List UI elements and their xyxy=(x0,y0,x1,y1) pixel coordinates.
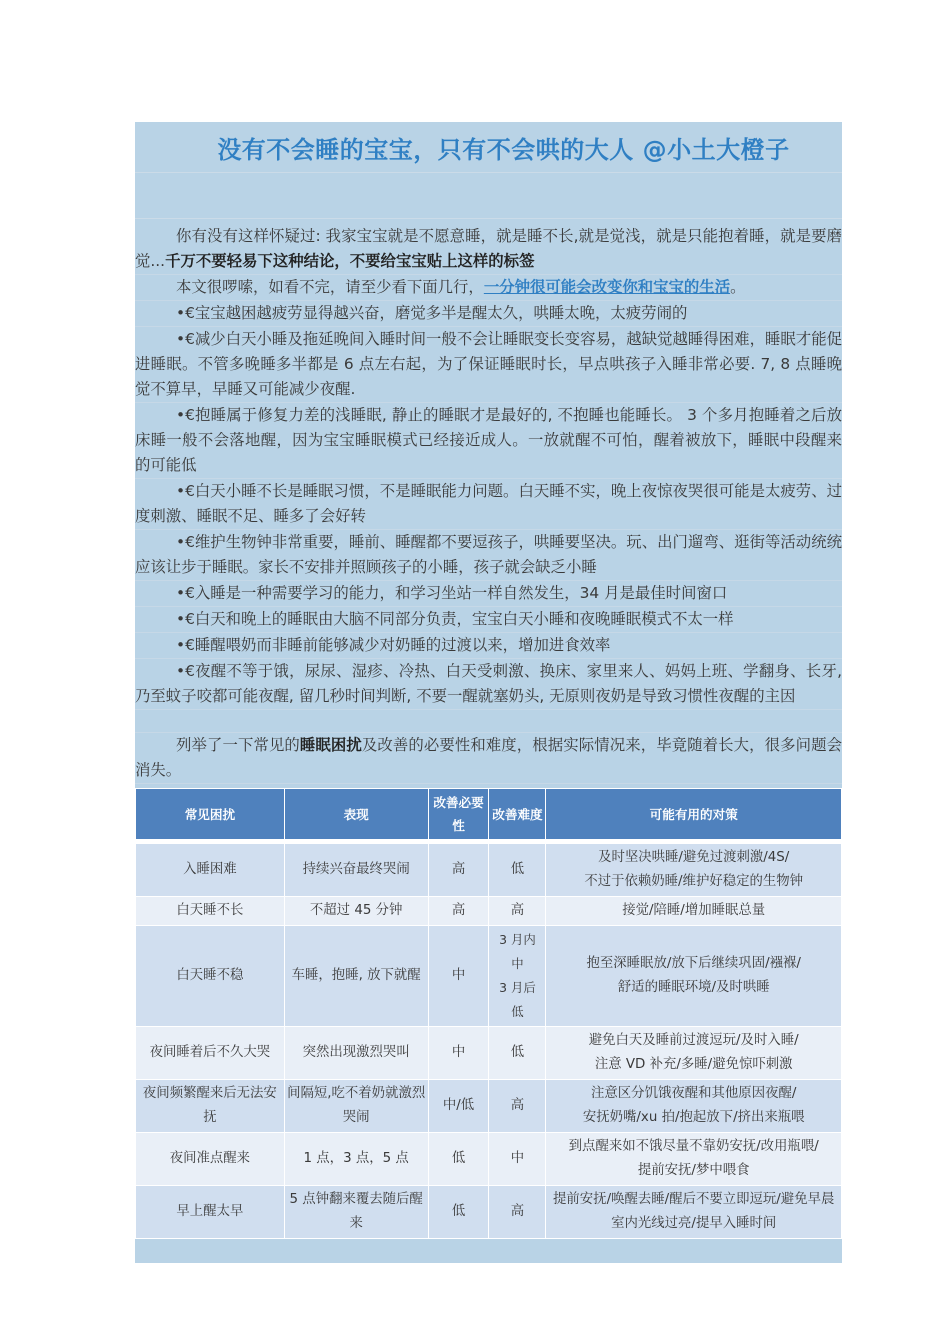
bullet-item: •€维护生物钟非常重要，睡前、睡醒都不要逗孩子，哄睡要坚决。玩、出门遛弯、逛街等活动统统应该让步于睡眠。家长不安排并照顾孩子的小睡，孩子就会缺乏小睡 xyxy=(135,530,842,581)
table-cell: 白天睡不稳 xyxy=(136,926,285,1027)
table-cell: 车睡，抱睡, 放下就醒 xyxy=(284,926,428,1027)
table-cell: 持续兴奋最终哭闹 xyxy=(284,844,428,897)
table-cell: 中 xyxy=(428,926,489,1027)
column-header: 改善难度 xyxy=(489,789,546,840)
intro-paragraph: 你有没有这样怀疑过: 我家宝宝就是不愿意睡，就是睡不长,就是觉浅，就是只能抱着睡，就是要磨觉...千万不要轻易下这种结论，不要给宝宝贴上这样的标签 xyxy=(135,224,842,275)
table-cell: 1 点，3 点，5 点 xyxy=(284,1133,428,1186)
table-cell: 高 xyxy=(489,897,546,926)
table-row xyxy=(136,1133,842,1186)
table-cell: 3 月内 中 3 月后 低 xyxy=(489,926,546,1027)
title-band xyxy=(135,122,842,173)
table-cell: 夜间准点醒来 xyxy=(136,1133,285,1186)
table-cell: 提前安抚/唤醒去睡/醒后不要立即逗玩/避免早晨室内光线过亮/提早入睡时间 xyxy=(546,1186,842,1239)
table-cell: 避免白天及睡前过渡逗玩/及时入睡/ 注意 VD 补充/多睡/避免惊吓刺激 xyxy=(546,1027,842,1080)
table-row xyxy=(136,1186,842,1239)
table-cell: 夜间睡着后不久大哭 xyxy=(136,1027,285,1080)
table-row xyxy=(136,844,842,897)
bullet-item: •€白天小睡不长是睡眠习惯，不是睡眠能力问题。白天睡不实，晚上夜惊夜哭很可能是太疲劳、过度刺激、睡眠不足、睡多了会好转 xyxy=(135,479,842,530)
highlight-link[interactable]: 一分钟很可能会改变你和宝宝的生活 xyxy=(483,278,731,296)
document-title: 没有不会睡的宝宝，只有不会哄的大人 @小土大橙子 xyxy=(217,135,790,164)
table-cell: 中 xyxy=(489,1133,546,1186)
table-cell: 高 xyxy=(428,844,489,897)
table-cell: 5 点钟翻来覆去随后醒来 xyxy=(284,1186,428,1239)
document-page xyxy=(135,122,842,1263)
table-cell: 早上醒太早 xyxy=(136,1186,285,1239)
table-cell: 入睡困难 xyxy=(136,844,285,897)
table-cell: 低 xyxy=(489,844,546,897)
table-row xyxy=(136,897,842,926)
bullet-item: •€白天和晚上的睡眠由大脑不同部分负责，宝宝白天小睡和夜晚睡眠模式不太一样 xyxy=(135,607,842,633)
bullet-item: •€夜醒不等于饿，尿尿、湿疹、冷热、白天受刺激、换床、家里来人、妈妈上班、学翻身、长牙,乃至蚊子咬都可能夜醒, 留几秒时间判断, 不要一醒就塞奶头, 无原则夜奶是导致习惯性夜醒的主因 xyxy=(135,659,842,710)
table-cell: 高 xyxy=(428,897,489,926)
table-cell: 不超过 45 分钟 xyxy=(284,897,428,926)
bullet-item: •€入睡是一种需要学习的能力，和学习坐站一样自然发生，34 月是最佳时间窗口 xyxy=(135,581,842,607)
table-cell: 间隔短,吃不着奶就激烈哭闹 xyxy=(284,1080,428,1133)
table-cell: 及时坚决哄睡/避免过渡刺激/4S/ 不过于依赖奶睡/维护好稳定的生物钟 xyxy=(546,844,842,897)
column-header: 改善必要性 xyxy=(428,789,489,840)
bullet-item: •€宝宝越困越疲劳显得越兴奋，磨觉多半是醒太久，哄睡太晚，太疲劳闹的 xyxy=(135,301,842,327)
table-cell: 高 xyxy=(489,1186,546,1239)
sleep-problems-table xyxy=(135,788,842,1239)
table-cell: 抱至深睡眠放/放下后继续巩固/襁褓/ 舒适的睡眠环境/及时哄睡 xyxy=(546,926,842,1027)
table-cell: 低 xyxy=(489,1027,546,1080)
column-header: 常见困扰 xyxy=(136,789,285,840)
table-row xyxy=(136,1080,842,1133)
column-header: 可能有用的对策 xyxy=(546,789,842,840)
table-cell: 夜间频繁醒来后无法安抚 xyxy=(136,1080,285,1133)
table-row xyxy=(136,926,842,1027)
bottom-band xyxy=(135,1239,842,1263)
table-row xyxy=(136,1027,842,1080)
table-cell: 注意区分饥饿夜醒和其他原因夜醒/ 安抚奶嘴/xu 拍/抱起放下/挤出来瓶喂 xyxy=(546,1080,842,1133)
table-cell: 白天睡不长 xyxy=(136,897,285,926)
table-cell: 中/低 xyxy=(428,1080,489,1133)
blank-band xyxy=(135,173,842,219)
table-cell: 到点醒来如不饿尽量不靠奶安抚/改用瓶喂/ 提前安抚/梦中喂食 xyxy=(546,1133,842,1186)
table-cell: 高 xyxy=(489,1080,546,1133)
bullet-item: •€睡醒喂奶而非睡前能够减少对奶睡的过渡以来，增加进食效率 xyxy=(135,633,842,659)
intro2-paragraph: 本文很啰嗦，如看不完，请至少看下面几行，一分钟很可能会改变你和宝宝的生活。 xyxy=(135,275,842,301)
outro-paragraph: 列举了一下常见的睡眠困扰及改善的必要性和难度，根据实际情况来，毕竟随着长大，很多问题会消失。 xyxy=(135,733,842,784)
bullet-item: •€抱睡属于修复力差的浅睡眠, 静止的睡眠才是最好的, 不抱睡也能睡长。 3 个多月抱睡着之后放床睡一般不会落地醒，因为宝宝睡眠模式已经接近成人。一放就醒不可怕，醒着被放下，睡眠中段醒来的可能低 xyxy=(135,403,842,479)
table-cell: 突然出现激烈哭叫 xyxy=(284,1027,428,1080)
table-cell: 低 xyxy=(428,1186,489,1239)
column-header: 表现 xyxy=(284,789,428,840)
table-cell: 接觉/陪睡/增加睡眠总量 xyxy=(546,897,842,926)
bullet-item: •€减少白天小睡及拖延晚间入睡时间一般不会让睡眠变长变容易，越缺觉越睡得困难，睡眠才能促进睡眠。不管多晚睡多半都是 6 点左右起，为了保证睡眠时长，早点哄孩子入睡非常必要. 7, 8 点睡晚觉不算早，早睡又可能减少夜醒. xyxy=(135,327,842,403)
table-cell: 中 xyxy=(428,1027,489,1080)
table-cell: 低 xyxy=(428,1133,489,1186)
table-header-row xyxy=(136,789,842,840)
